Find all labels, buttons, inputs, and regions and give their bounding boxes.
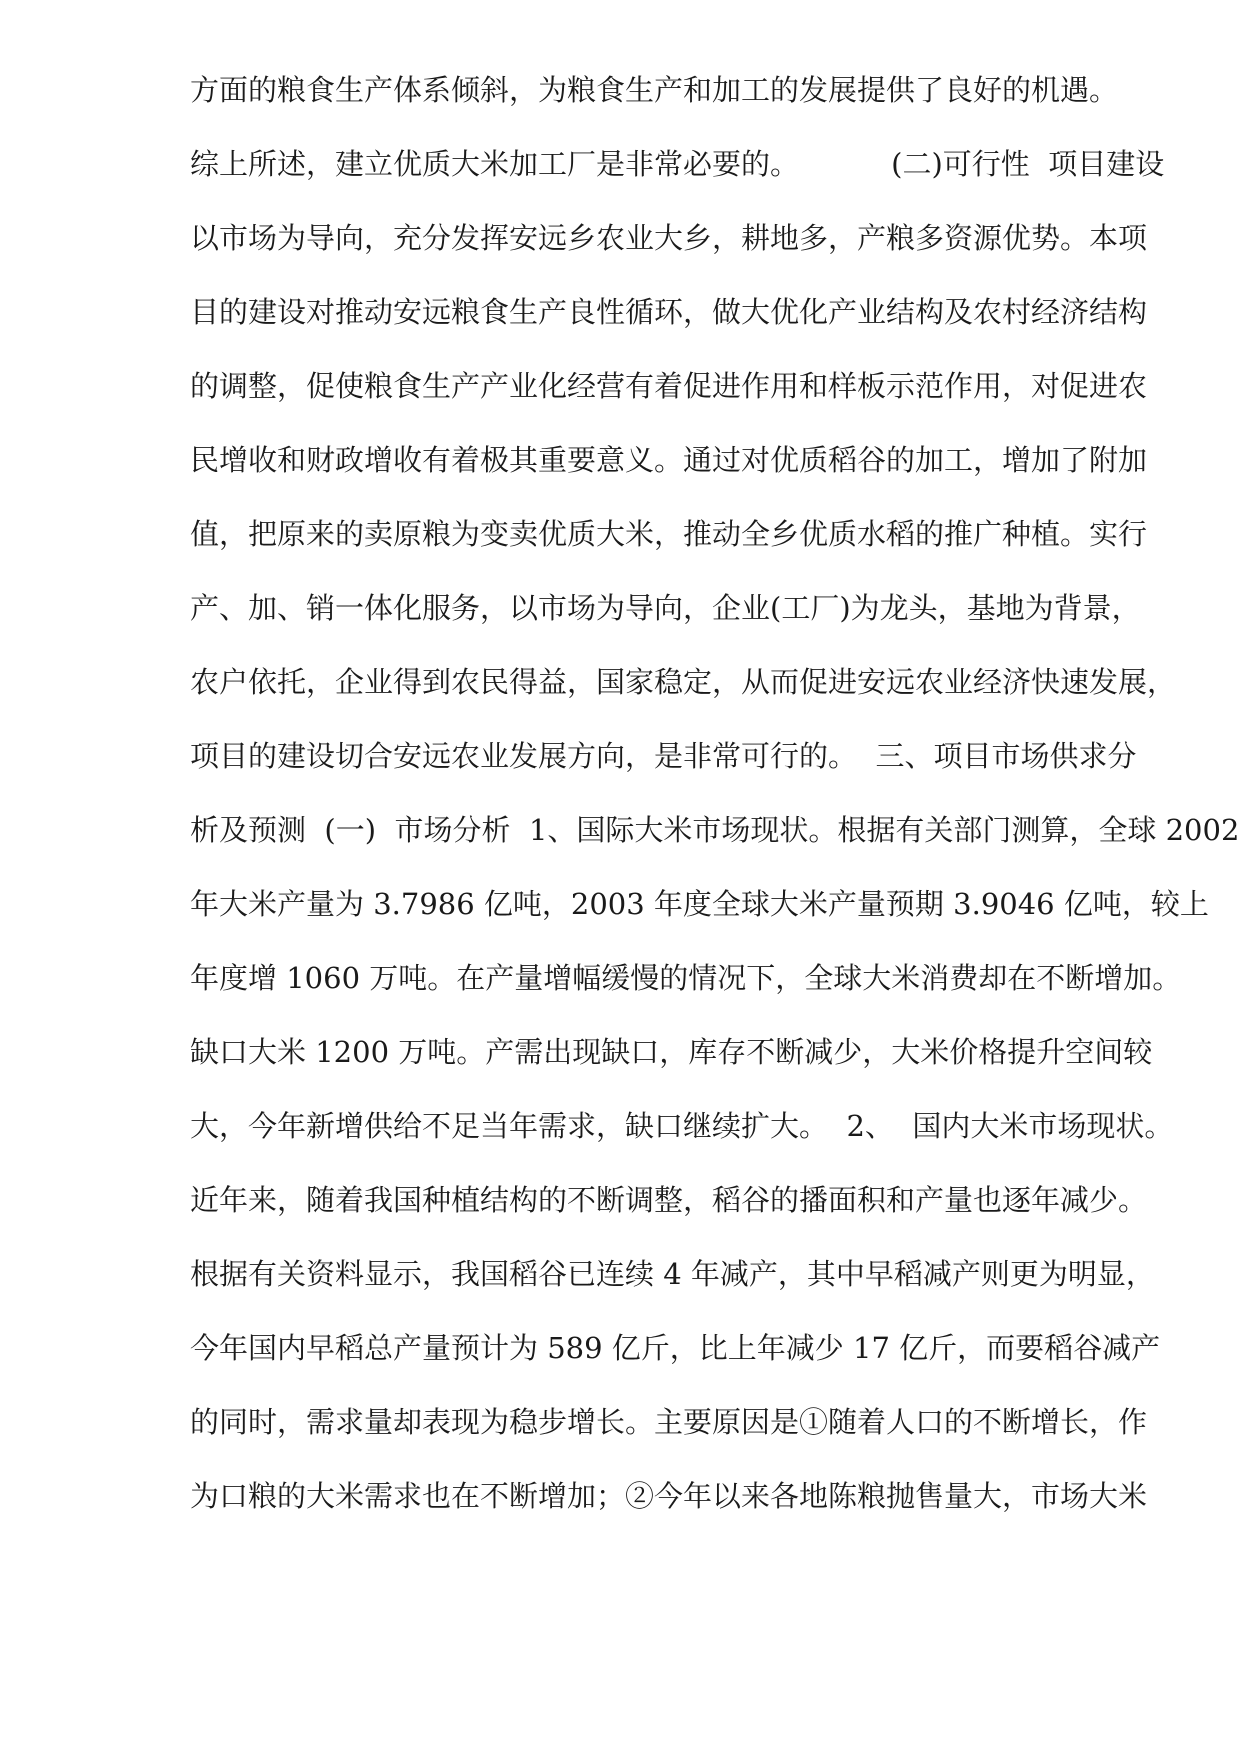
text-line: 为口粮的大米需求也在不断增加；②今年以来各地陈粮抛售量大，市场大米 xyxy=(190,1479,1148,1513)
text-line: 析及预测 (一) 市场分析 1、国际大米市场现状。根据有关部门测算，全球 2002 xyxy=(190,813,1240,847)
text-line: 的同时，需求量却表现为稳步增长。主要原因是①随着人口的不断增长，作 xyxy=(190,1405,1148,1439)
text-line: 根据有关资料显示，我国稻谷已连续 4 年减产，其中早稻减产则更为明显， xyxy=(190,1257,1155,1291)
text-line: 的调整，促使粮食生产产业化经营有着促进作用和样板示范作用，对促进农 xyxy=(190,369,1148,403)
text-line: 缺口大米 1200 万吨。产需出现缺口，库存不断减少，大米价格提升空间较 xyxy=(190,1035,1153,1069)
text-line: 目的建设对推动安远粮食生产良性循环，做大优化产业结构及农村经济结构 xyxy=(190,295,1148,329)
text-line: 方面的粮食生产体系倾斜，为粮食生产和加工的发展提供了良好的机遇。 xyxy=(190,73,1119,107)
text-line: 以市场为导向，充分发挥安远乡农业大乡，耕地多，产粮多资源优势。本项 xyxy=(190,221,1148,255)
text-line: 民增收和财政增收有着极其重要意义。通过对优质稻谷的加工，增加了附加 xyxy=(190,443,1148,477)
text-line: 近年来，随着我国种植结构的不断调整，稻谷的播面积和产量也逐年减少。 xyxy=(190,1183,1148,1217)
body-text xyxy=(190,53,1240,1533)
text-line: 产、加、销一体化服务，以市场为导向，企业(工厂)为龙头，基地为背景， xyxy=(190,591,1141,625)
text-line: 年大米产量为 3.7986 亿吨，2003 年度全球大米产量预期 3.9046 亿吨，较上 xyxy=(190,887,1209,921)
text-line: 大，今年新增供给不足当年需求，缺口继续扩大。 2、 国内大米市场现状。 xyxy=(190,1109,1174,1143)
text-line: 综上所述，建立优质大米加工厂是非常必要的。 (二)可行性 项目建设 xyxy=(190,147,1165,181)
text-line: 今年国内早稻总产量预计为 589 亿斤，比上年减少 17 亿斤，而要稻谷减产 xyxy=(190,1331,1161,1365)
text-line: 年度增 1060 万吨。在产量增幅缓慢的情况下，全球大米消费却在不断增加。 xyxy=(190,961,1182,995)
text-line: 农户依托，企业得到农民得益，国家稳定，从而促进安远农业经济快速发展， xyxy=(190,665,1177,699)
text-line: 项目的建设切合安远农业发展方向，是非常可行的。 三、项目市场供求分 xyxy=(190,739,1137,773)
text-line: 值，把原来的卖原粮为变卖优质大米，推动全乡优质水稻的推广种植。实行 xyxy=(190,517,1148,551)
